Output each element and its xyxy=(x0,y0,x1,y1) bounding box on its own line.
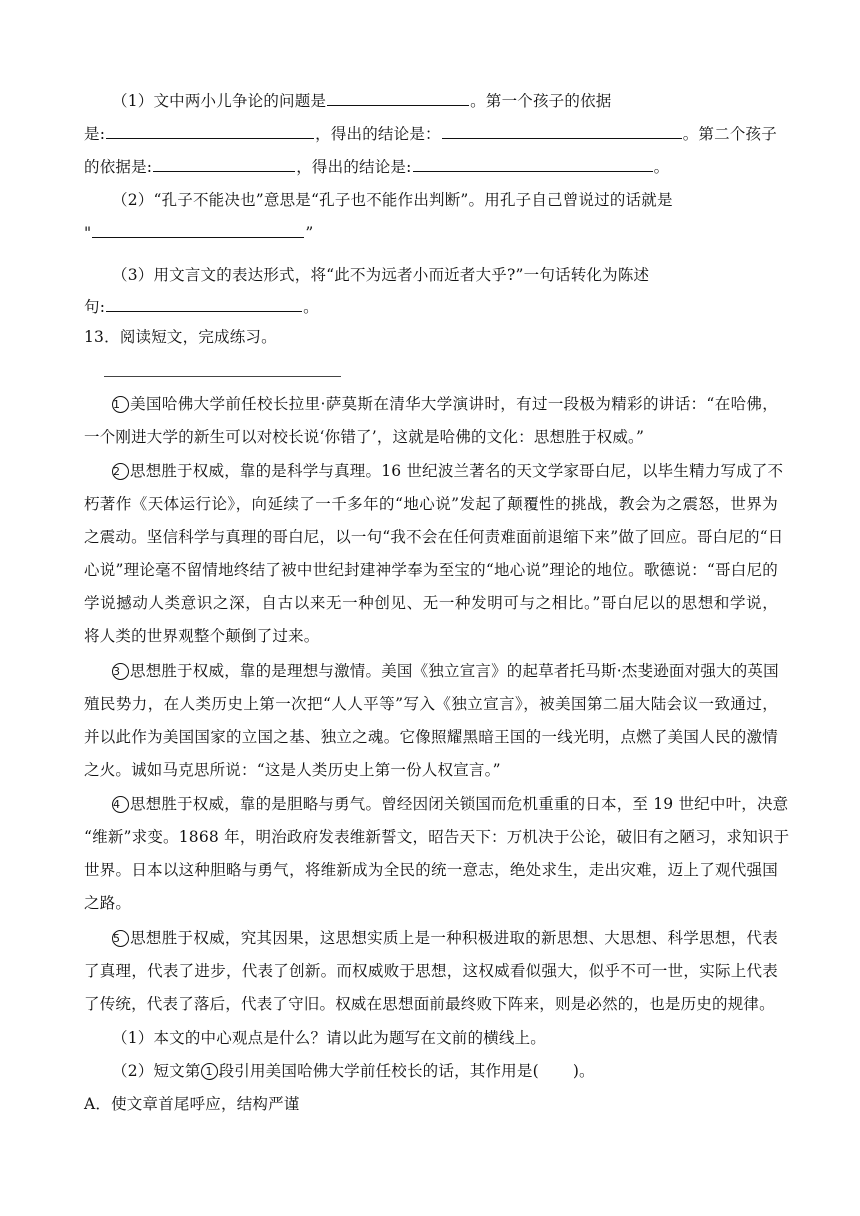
q12-sub1-text-g: ，得出的结论是: xyxy=(296,158,412,176)
p2-line5: 学说撼动人类意识之深，自古以来无一种创见、无一种发明可与之相比。”哥白尼以的思想和学说， xyxy=(84,594,778,612)
q13-sub2-text-b: 段引用美国哈佛大学前任校长的话，其作用是( xyxy=(218,1062,539,1080)
answer-blank[interactable] xyxy=(327,89,469,106)
q12-sub2-line1: （2）“孔子不能决也”意思是“孔子也不能作出判断”。用孔子自己曾说过的话就是 xyxy=(112,191,673,209)
p2-text: 思想胜于权威，靠的是科学与真理。16 世纪波兰著名的天文学家哥白尼，以毕生精力写成了不 xyxy=(130,462,784,480)
q12-sub2-line2 xyxy=(84,221,778,245)
p2-line6: 将人类的世界观整个颠倒了过来。 xyxy=(84,627,320,645)
q13-sub2-text-a: （2）短文第 xyxy=(112,1062,201,1080)
q12-sub2-open-quote: " xyxy=(84,224,92,242)
p4-text: 思想胜于权威，靠的是胆略与勇气。曾经因闭关锁国而危机重重的日本，至 19 世纪中叶，决意 xyxy=(130,795,789,813)
q12-sub3-line2 xyxy=(84,295,778,319)
paragraph-number-3: 3 xyxy=(112,663,129,680)
q12-sub1-text-b: 。第一个孩子的依据 xyxy=(470,92,612,110)
answer-blank[interactable] xyxy=(413,155,653,172)
p1-line1 xyxy=(112,392,778,416)
option-a: A．使文章首尾呼应，结构严谨 xyxy=(84,1095,300,1113)
q12-sub1-text-h: 。 xyxy=(653,158,670,176)
q13-sub2 xyxy=(112,1059,778,1083)
p4-line1 xyxy=(112,792,789,816)
p3-line2: 殖民势力，在人类历史上第一次把“人人平等”写入《独立宣言》，被美国第二届大陆会议一致通过， xyxy=(84,695,778,713)
q12-sub1-text-a: （1）文中两小儿争论的问题是 xyxy=(112,92,327,110)
answer-blank[interactable] xyxy=(153,155,295,172)
answer-blank[interactable] xyxy=(106,122,314,139)
q12-sub1-line3 xyxy=(84,155,778,179)
q12-sub3-line1: （3）用文言文的表达形式，将“此不为远者小而近者大乎?”一句话转化为陈述 xyxy=(112,266,650,284)
q12-sub1-text-f: 的依据是: xyxy=(84,158,153,176)
p1-text: 美国哈佛大学前任校长拉里·萨莫斯在清华大学演讲时，有过一段极为精彩的讲话：“在哈佛， xyxy=(130,395,778,413)
p2-line2: 朽著作《天体运行论》，向延续了一千多年的“地心说”发起了颠覆性的挑战，教会为之震怒，世界为 xyxy=(84,495,778,513)
p3-line3: 并以此作为美国国家的立国之基、独立之魂。它像照耀黑暗王国的一线光明，点燃了美国人民的激情 xyxy=(84,728,778,746)
paragraph-number-ref: 1 xyxy=(201,1063,218,1080)
p4-line3: 世界。日本以这种胆略与勇气，将维新成为全民的统一意志，绝处求生，走出灾难，迈上了观代强国 xyxy=(84,861,778,879)
paragraph-number-4: 4 xyxy=(112,796,129,813)
q12-sub1-text-d: ，得出的结论是： xyxy=(315,125,441,143)
p3-line4: 之火。诚如马克思所说：“这是人类历史上第一份人权宣言。” xyxy=(84,761,501,779)
q12-sub2-close-quote: ” xyxy=(305,224,314,242)
p5-line3: 了传统，代表了落后，代表了守旧。权威在思想面前最终败下阵来，则是必然的，也是历史的规律。 xyxy=(84,995,775,1013)
p4-line2: “维新”求变。1868 年，明治政府发表维新誓文，昭告天下：万机决于公论，破旧有之陋习，求知识于 xyxy=(84,828,790,846)
p3-text: 思想胜于权威，靠的是理想与激情。美国《独立宣言》的起草者托马斯·杰斐逊面对强大的英国 xyxy=(130,662,779,680)
paragraph-number-1: 1 xyxy=(112,396,129,413)
answer-blank[interactable] xyxy=(92,221,304,238)
paragraph-number-5: 5 xyxy=(112,930,129,947)
q12-sub3-text-b: 句: xyxy=(84,298,106,316)
q13-sub2-text-c: )。 xyxy=(572,1062,595,1080)
q12-sub1-text-e: 。第二个孩子 xyxy=(682,125,777,143)
q12-sub1-line2 xyxy=(84,122,778,146)
q12-sub3-text-c: 。 xyxy=(303,298,319,316)
answer-blank[interactable] xyxy=(106,295,302,312)
title-answer-line[interactable] xyxy=(104,376,341,377)
q13-sub1: （1）本文的中心观点是什么？请以此为题写在文前的横线上。 xyxy=(112,1029,546,1047)
p5-text: 思想胜于权威，究其因果，这思想实质上是一种积极进取的新思想、大思想、科学思想，代表 xyxy=(130,929,778,947)
q12-sub1-text-c: 是: xyxy=(84,125,106,143)
p1-line2: 一个刚进大学的新生可以对校长说‘你错了’，这就是哈佛的文化：思想胜于权威。” xyxy=(84,428,645,446)
q13-heading: 13．阅读短文，完成练习。 xyxy=(84,328,277,346)
p5-line2: 了真理，代表了进步，代表了创新。而权威败于思想，这权威看似强大，似乎不可一世，实际上代表 xyxy=(84,962,778,980)
p4-line4: 之路。 xyxy=(84,894,132,912)
answer-blank[interactable] xyxy=(442,122,682,139)
paragraph-number-2: 2 xyxy=(112,463,129,480)
p2-line4: 心说”理论毫不留情地终结了被中世纪封建神学奉为至宝的“地心说”理论的地位。歌德说：“哥白尼的 xyxy=(84,561,778,579)
p5-line1 xyxy=(112,926,778,950)
p2-line3: 之震动。坚信科学与真理的哥白尼，以一句“我不会在任何责难面前退缩下来”做了回应。哥白尼的“日 xyxy=(84,528,784,546)
p2-line1 xyxy=(112,459,784,483)
p3-line1 xyxy=(112,659,778,683)
q12-sub1-line1 xyxy=(112,89,778,113)
